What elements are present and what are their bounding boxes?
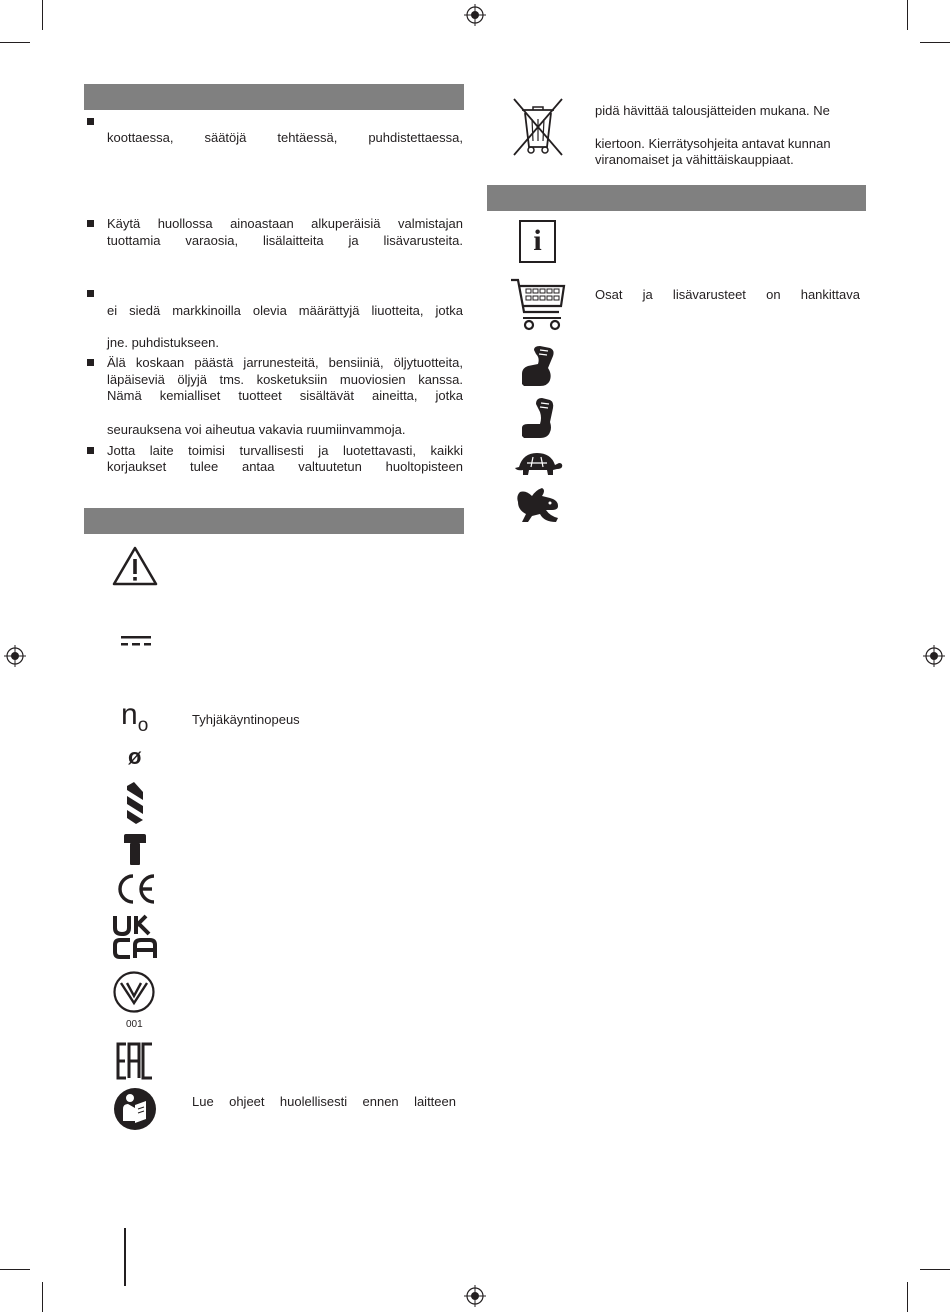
bullet-icon — [87, 447, 94, 454]
rabbit-fast-speed-icon — [514, 486, 562, 524]
diameter-symbol: ø — [128, 744, 142, 769]
ua-mark-code: 001 — [126, 1019, 143, 1030]
no-load-speed-sub: o — [137, 715, 149, 736]
paragraph-line: Nämä kemialliset tuotteet sisältävät aineitta, jotka — [107, 388, 463, 403]
read-manual-label: Lue ohjeet huolellisesti ennen laitteen — [192, 1094, 456, 1109]
no-load-speed-label: Tyhjäkäyntinopeus — [192, 712, 300, 727]
ce-mark-icon — [115, 873, 157, 905]
hammer-mode-icon — [122, 834, 148, 866]
crop-mark — [907, 0, 908, 30]
paragraph-line: jne. puhdistukseen. — [107, 335, 220, 350]
weee-crossed-bin-icon — [512, 97, 564, 157]
registration-mark-icon — [464, 4, 486, 26]
paragraph-line: koottaessa, säätöjä tehtäessä, puhdistettaessa, — [107, 130, 463, 145]
bullet-icon — [87, 220, 94, 227]
direct-current-icon — [120, 634, 152, 648]
eac-mark-icon — [116, 1042, 154, 1080]
read-manual-icon — [113, 1087, 157, 1131]
crop-mark — [920, 1269, 950, 1270]
registration-mark-icon — [923, 645, 945, 667]
paragraph-line: pidä hävittää talousjätteiden mukana. Ne — [595, 103, 830, 118]
crop-mark — [907, 1282, 908, 1312]
bullet-icon — [87, 359, 94, 366]
paragraph-line: korjaukset tulee antaa valtuutetun huoltopisteen — [107, 459, 463, 474]
ua-conformity-mark-icon — [112, 970, 156, 1016]
crop-mark — [42, 0, 43, 30]
warning-triangle-icon — [112, 545, 158, 587]
no-load-speed-symbol — [121, 698, 148, 743]
registration-mark-icon — [4, 645, 26, 667]
crop-mark — [0, 1269, 30, 1270]
crop-mark — [42, 1282, 43, 1312]
strong-arm-low-icon — [518, 396, 558, 440]
ukca-mark-icon — [112, 914, 158, 960]
turtle-slow-speed-icon — [513, 449, 563, 477]
drill-bit-icon — [124, 782, 146, 824]
section-header-bar — [487, 185, 866, 211]
paragraph-line: seurauksena voi aiheutua vakavia ruumiinvammoja. — [107, 422, 406, 437]
paragraph-line: tuottamia varaosia, lisälaitteita ja lisävarusteita. — [107, 233, 463, 248]
shopping-cart-icon — [509, 276, 567, 332]
paragraph-line: Älä koskaan päästä jarrunesteitä, bensiiniä, öljytuotteita, — [107, 355, 463, 370]
bullet-icon — [87, 290, 94, 297]
cart-label: Osat ja lisävarusteet on hankittava — [595, 287, 860, 302]
crop-mark — [0, 42, 30, 43]
page-edge-line — [124, 1228, 126, 1286]
info-icon-letter: i — [533, 224, 542, 257]
no-load-speed-n: n — [121, 698, 138, 731]
paragraph-line: läpäiseviä öljyjä tms. kosketuksiin muoviosien kanssa. — [107, 372, 463, 387]
paragraph-line: Käytä huollossa ainoastaan alkuperäisiä valmistajan — [107, 216, 463, 231]
strong-arm-high-icon — [518, 344, 558, 388]
paragraph-line: Jotta laite toimisi turvallisesti ja luotettavasti, kaikki — [107, 443, 463, 458]
paragraph-line: ei siedä markkinoilla olevia määrättyjä liuotteita, jotka — [107, 303, 463, 318]
crop-mark — [920, 42, 950, 43]
bullet-icon — [87, 118, 94, 125]
section-header-bar — [84, 84, 464, 110]
info-icon — [519, 220, 556, 263]
paragraph-line: viranomaiset ja vähittäiskauppiaat. — [595, 152, 794, 167]
section-header-bar — [84, 508, 464, 534]
paragraph-line: kiertoon. Kierrätysohjeita antavat kunnan — [595, 136, 831, 151]
registration-mark-icon — [464, 1285, 486, 1307]
